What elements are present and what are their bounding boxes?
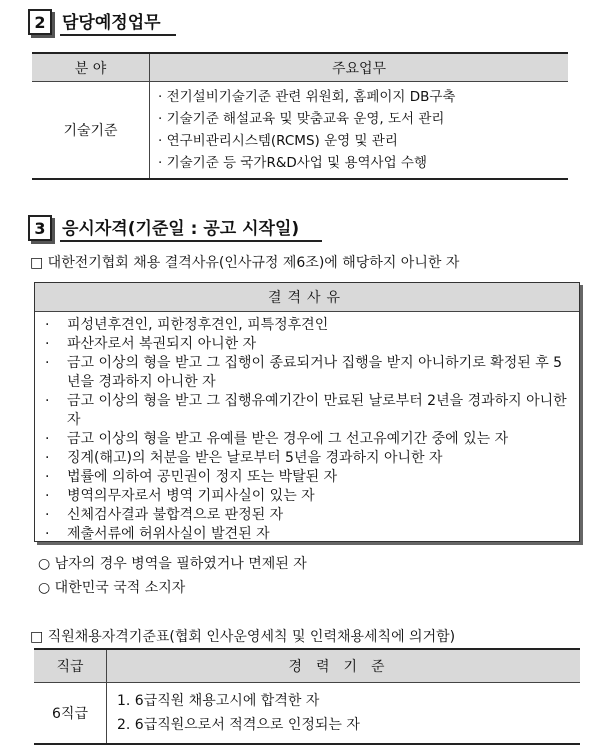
bullet: ·	[45, 355, 50, 371]
bullet: ·	[45, 469, 50, 485]
column-header-criteria: 경력기준	[107, 649, 581, 683]
column-header-field: 분 야	[32, 53, 150, 82]
bullet: ·	[45, 450, 50, 466]
bullet: ·	[45, 336, 50, 352]
duties-cell	[150, 82, 569, 180]
bullet: ·	[45, 526, 50, 542]
duty-item: · 기술기준 등 국가R&D사업 및 용역사업 수행	[158, 155, 427, 171]
field-cell: 기술기준	[32, 82, 150, 180]
duties-table	[32, 52, 568, 180]
column-header-grade: 직급	[34, 649, 107, 683]
duty-item: · 연구비관리시스템(RCMS) 운영 및 관리	[158, 133, 398, 149]
disqualification-list	[35, 312, 579, 544]
criteria-item: 2. 6급직원으로서 적격으로 인정되는 자	[117, 717, 360, 733]
duty-item: · 기술기준 해설교육 및 맞춤교육 운영, 도서 관리	[158, 111, 445, 127]
section-title: 응시자격(기준일 : 공고 시작일)	[62, 219, 300, 239]
list-item: · 파산자로서 복권되지 아니한 자	[45, 336, 257, 352]
check-item-disqualification: □ 대한전기협회 채용 결격사유(인사규정 제6조)에 해당하지 아니한 자	[30, 255, 460, 271]
list-item: · 피성년후견인, 피한정후견인, 피특정후견인	[45, 317, 329, 333]
bullet: ·	[45, 507, 50, 523]
list-item: · 징계(해고)의 처분을 받은 날로부터 5년을 경과하지 아니한 자	[45, 450, 443, 466]
section-number-box: 3	[28, 215, 52, 241]
title-underline	[60, 240, 322, 242]
section-2-header	[28, 8, 161, 36]
bullet: ·	[45, 317, 50, 333]
circle-item-military: ○ 남자의 경우 병역을 필하였거나 면제된 자	[38, 556, 307, 572]
list-item: · 금고 이상의 형을 받고 그 집행이 종료되거나 집행을 받지 아니하기로 확정된 후 5년을 경과하지 아니한 자	[45, 355, 563, 390]
section-3-header	[28, 214, 299, 242]
section-title: 담당예정업무	[62, 13, 161, 33]
disqualification-header: 결격사유	[35, 283, 579, 312]
list-item: · 병역의무자로서 병역 기피사실이 있는 자	[45, 488, 315, 504]
list-item: · 금고 이상의 형을 받고 그 집행유예기간이 만료된 날로부터 2년을 경과하지 아니한 자	[45, 393, 567, 428]
list-item: · 법률에 의하여 공민권이 정지 또는 박탈된 자	[45, 469, 338, 485]
check-item-criteria: □ 직원채용자격기준표(협회 인사운영세칙 및 인력채용세칙에 의거함)	[30, 629, 456, 645]
criteria-cell	[107, 683, 581, 745]
bullet: ·	[45, 488, 50, 504]
column-header-duties: 주요업무	[150, 53, 569, 82]
grade-table	[34, 648, 580, 745]
disqualification-box	[34, 282, 580, 542]
title-underline	[60, 34, 176, 36]
grade-cell: 6직급	[34, 683, 107, 745]
circle-item-nationality: ○ 대한민국 국적 소지자	[38, 580, 186, 596]
duty-item: · 전기설비기술기준 관련 위원회, 홈페이지 DB구축	[158, 89, 456, 105]
criteria-item: 1. 6급직원 채용고시에 합격한 자	[117, 693, 320, 709]
list-item: · 금고 이상의 형을 받고 유예를 받은 경우에 그 선고유예기간 중에 있는 자	[45, 431, 509, 447]
bullet: ·	[45, 431, 50, 447]
list-item: · 신체검사결과 불합격으로 판정된 자	[45, 507, 284, 523]
section-number-box: 2	[28, 9, 52, 35]
bullet: ·	[45, 393, 50, 409]
list-item: · 제출서류에 허위사실이 발견된 자	[45, 526, 270, 542]
